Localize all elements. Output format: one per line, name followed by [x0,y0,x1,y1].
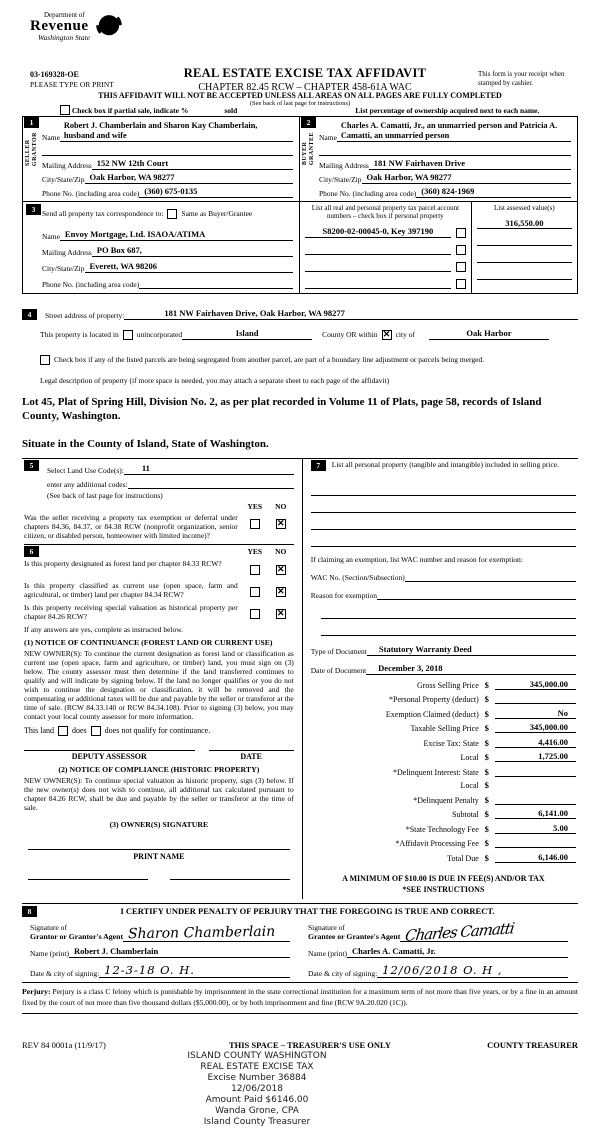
correspondence-phone-label: Phone No. (including area code) [42,279,140,289]
buyer-name-field[interactable]: Charles A. Camatti, Jr., an unmarried person and Patricia A. Camatti, an unmarried person [337,121,571,142]
total-due-field[interactable]: 6,146.00 [495,852,576,863]
street-address-field[interactable]: 181 NW Fairhaven Drive, Oak Harbor, WA 98277 [124,309,439,320]
section-7-badge: 7 [311,460,326,471]
buyer-phone-label: Phone No. (including area code) [319,188,417,198]
correspondence-mailing-field[interactable]: PO Box 687, [92,246,293,257]
reason-line-2[interactable] [321,606,576,619]
dollar-sign: $ [484,766,489,777]
grantor-name-print-field[interactable]: Robert J. Chamberlain [69,947,290,958]
form-number: 03-169328-OE [30,70,79,79]
stamp-line: ISLAND COUNTY WASHINGTON [187,1050,327,1061]
personal-property-line-4[interactable] [311,534,576,547]
form-title: REAL ESTATE EXCISE TAX AFFIDAVIT [183,66,427,80]
see-instructions-note: *SEE INSTRUCTIONS [402,884,485,894]
dor-swirl-icon [92,10,126,47]
logo-dept-text: Department of [44,11,85,19]
forest-land-question: Is this property designated as forest land per chapter 84.33 RCW? [24,558,222,568]
grantor-signature-block [22,920,300,978]
taxable-selling-price-field[interactable]: 345,000.00 [495,722,576,733]
parties-box [22,116,578,294]
notice-compliance-body: NEW OWNER(S): To continue special valuation as historic property, sign (3) below. If the new owner(s) does not wish to continue, all additional tax calculated pursuant to chapter 84.26 RCW, shall be due and payable by the seller or transferor at the time of sale. [24,775,294,812]
form-chapter: CHAPTER 82.45 RCW – CHAPTER 458-61A WAC [198,82,412,93]
deferral-no-checkbox[interactable] [276,519,286,529]
assessed-values-header: List assessed value(s) [494,203,555,212]
grantor-signature[interactable]: Sharon Chamberlain [127,923,276,943]
assessed-value-field[interactable] [477,269,572,280]
correspondence-city-label: City/State/Zip [42,263,85,273]
unincorporated-checkbox[interactable] [123,330,133,340]
receipt-note: This form is your receipt when stamped by cashier. [478,70,565,88]
personal-property-checkbox-1[interactable] [456,228,466,238]
dollar-sign: $ [484,679,489,690]
buyer-city-label: City/State/Zip [319,174,362,184]
grantee-signature[interactable]: Charles Camatti [404,918,516,945]
seller-section [23,117,300,201]
owner-signature-line[interactable] [28,837,290,850]
dollar-sign: $ [484,694,489,704]
tax-correspondence-section [23,201,577,293]
partial-sale-label: Check box if partial sale, indicate % [71,105,189,115]
section-2-badge: 2 [301,117,316,128]
personal-property-checkbox-2[interactable] [456,245,466,255]
no-header-2: NO [275,546,287,556]
forest-yes-checkbox[interactable] [250,565,260,575]
treasurer-space-label: THIS SPACE – TREASURER'S USE ONLY [228,1039,392,1050]
current-use-question: Is this property classified as current use (open space, farm and agricultural, or timber) land per chapter 84.34 RCW? [24,580,238,599]
footer-row [22,1040,578,1050]
dollar-sign: $ [484,723,489,733]
date-of-document-field[interactable]: December 3, 2018 [366,664,576,675]
section-3-badge: 3 [26,204,41,215]
see-back-instructions: (See back of last page for instructions) [47,490,163,500]
excise-tax-state-field[interactable]: 4,416.00 [495,737,576,748]
dollar-sign: $ [484,708,489,719]
grantee-name-print-label: Name (print) [308,948,347,958]
dollar-sign: $ [484,823,489,834]
section-4-badge: 4 [22,309,37,320]
warning-line: THIS AFFIDAVIT WILL NOT BE ACCEPTED UNLESS ALL AREAS ON ALL PAGES ARE FULLY COMPLETED [98,91,502,100]
fee-label: *Personal Property (deduct) [389,695,479,704]
grantee-signature-block [300,920,578,978]
seller-phone-label: Phone No. (including area code) [42,188,140,198]
property-address-section [22,294,578,385]
grantor-date-label: Date & city of signing: [30,968,100,978]
see-back-note: (See back of last page for instructions) [249,100,351,107]
fee-label: Excise Tax: State [423,738,479,748]
send-correspondence-label: Send all property tax correspondence to: [42,209,164,219]
buyer-name-label: Name [319,132,337,142]
located-in-label: This property is located in [40,330,119,340]
selling-price-column [303,459,578,899]
dollar-sign: $ [484,780,489,790]
fee-label: *State Technology Fee [405,824,479,834]
fee-label: *Delinquent Interest: State [393,767,479,777]
perjury-label: Perjury: [22,987,51,997]
owner-signature-title: (3) OWNER(S) SIGNATURE [109,819,209,829]
reason-exemption-label: Reason for exemption [310,590,377,600]
historical-no-checkbox[interactable] [276,609,286,619]
section-8-badge: 8 [22,906,37,917]
additional-codes-label: enter any additional codes: [47,479,128,489]
partial-sale-checkbox[interactable] [60,105,70,115]
grantee-name-print-field[interactable]: Charles A. Camatti, Jr. [347,947,568,958]
seller-phone-field[interactable]: (360) 675-0135 [139,187,293,198]
section-1-badge: 1 [24,117,39,128]
yes-header-2: YES [247,546,263,556]
street-address-extra-line[interactable] [439,309,578,320]
same-as-buyer-checkbox[interactable] [167,209,177,219]
does-not-label: does not qualify for continuance. [104,726,211,735]
lower-columns [22,458,578,899]
logo-state-text: Washington State [38,33,91,42]
perjury-body: Perjury is a class C felony which is punishable by imprisonment in the state correctional institution for a maximum term of not more than five years, or by a fine in an amount fixed by the court of not more than five thousand dollars ($5,000.00), or by both imprisonment and fine (RCW 9A.20.020 (1C)). [22,987,578,1007]
deputy-assessor-line: DEPUTY ASSESSOR [24,750,195,761]
stamp-line: Island County Treasurer [203,1116,311,1127]
city-field[interactable]: Oak Harbor [429,329,549,340]
grantee-side-label: GRANTEE [308,132,315,166]
county-or-label: County OR within [322,330,378,340]
dollar-sign: $ [484,737,489,748]
correspondence-mailing-label: Mailing Address [42,247,92,257]
state-technology-fee-field[interactable]: 5.00 [495,823,576,834]
seller-city-label: City/State/Zip [42,174,85,184]
personal-property-checkbox-3[interactable] [456,262,466,272]
section-6-badge: 6 [24,546,39,557]
fee-label: *Delinquent Penalty [413,795,479,805]
fee-label: Subtotal [452,810,479,819]
assessed-value-field[interactable] [477,252,572,263]
buyer-side-label: BUYER [301,141,308,166]
correspondence-name-label: Name [42,231,60,241]
stamp-line: Wanda Grone, CPA [215,1105,299,1116]
wac-number-field[interactable] [405,571,576,582]
deferral-yes-checkbox[interactable] [250,519,260,529]
fee-label: Total Due [447,853,479,863]
notice-continuance-title: (1) NOTICE OF CONTINUANCE (FOREST LAND OR CURRENT USE) [24,637,273,647]
treasurer-stamp [92,1051,422,1128]
grantor-sig-label-1: Signature of [30,922,67,932]
city-of-label: city of [395,330,415,340]
this-land-label: This land [24,726,54,735]
land-use-code-label: Select Land Use Code(s): [47,465,124,475]
dor-logo [30,12,126,47]
print-name-label: PRINT NAME [133,851,185,861]
additional-codes-field[interactable] [128,478,294,489]
parcel-number-field[interactable] [305,261,451,272]
seller-mailing-field[interactable]: 152 NW 12th Court [92,159,293,170]
correspondence-phone-field[interactable] [139,278,293,289]
reason-line-3[interactable] [321,623,576,636]
historical-yes-checkbox[interactable] [250,609,260,619]
minimum-fee-note: A MINIMUM OF $10.00 IS DUE IN FEE(S) AND/OR TAX [342,873,545,883]
city-of-checkbox[interactable] [382,330,392,340]
grantor-side-label: GRANTOR [31,132,38,167]
dollar-sign: $ [484,838,489,848]
certification-section [22,903,578,983]
segregated-checkbox[interactable] [40,355,50,365]
does-not-qualify-checkbox[interactable] [91,726,101,736]
subtotal-field[interactable]: 6,141.00 [495,808,576,819]
parcel-number-field[interactable] [305,244,451,255]
situate-text: Situate in the County of Island, State of Washington. [22,437,269,450]
buyer-mailing-field[interactable]: 181 NW Fairhaven Drive [369,159,571,170]
type-of-document-label: Type of Document [310,646,367,656]
buyer-city-field[interactable]: Oak Harbor, WA 98277 [362,173,572,184]
dollar-sign: $ [484,809,489,819]
stamp-line: Amount Paid $6146.00 [205,1094,309,1105]
exemption-note: If claiming an exemption, list WAC number and reason for exemption: [310,554,523,564]
grantor-date-field[interactable]: 12-3-18 O. H. [104,962,195,977]
delinquent-interest-state-field[interactable] [495,766,576,777]
grantee-sig-label-1: Signature of [308,922,345,932]
notice-compliance-title: (2) NOTICE OF COMPLIANCE (HISTORIC PROPERTY) [58,764,260,774]
fee-label: Exemption Claimed (deduct) [385,709,479,719]
print-name-line-1[interactable] [28,871,148,880]
partial-sale-sold-label: sold [224,105,238,115]
stamp-line: Excise Number 36884 [207,1072,307,1083]
form-header [22,8,578,107]
personal-property-line-1[interactable] [311,483,576,496]
legal-description-text: Lot 45, Plat of Spring Hill, Division No. 2, as per plat recorded in Volume 11 of Plats, page 58, records of Island County, Washington. [22,395,542,423]
land-use-code-field[interactable]: 11 [124,464,294,475]
assessor-date-line: DATE [209,750,294,761]
parcel-number-field[interactable] [305,278,451,289]
personal-property-deduct-field[interactable] [495,693,576,704]
correspondence-city-field[interactable]: Everett, WA 98206 [85,262,294,273]
type-of-document-field[interactable]: Statutory Warranty Deed [367,645,576,656]
segregated-label: Check box if any of the listed parcels are being segregated from another parcel, are part of a boundary line adjustment or parcels being merged. [54,355,485,365]
date-of-document-label: Date of Document [310,665,367,675]
excise-tax-local-field[interactable]: 1,725.00 [495,751,576,762]
buyer-section [300,117,577,201]
rev-number: REV 84 0001a (11/9/17) [22,1039,106,1050]
fee-label: Taxable Selling Price [410,724,479,733]
current-use-no-checkbox[interactable] [276,587,286,597]
county-field[interactable]: Island [182,329,312,340]
buyer-mailing-label: Mailing Address [319,160,369,170]
buyer-extra-line[interactable] [319,145,571,156]
print-name-line-2[interactable] [170,871,290,880]
personal-property-line-3[interactable] [311,517,576,530]
reason-exemption-field[interactable] [377,589,576,600]
assessed-value-field[interactable] [477,235,572,246]
certify-statement: I CERTIFY UNDER PENALTY OF PERJURY THAT THE FOREGOING IS TRUE AND CORRECT. [120,906,495,917]
seller-city-field[interactable]: Oak Harbor, WA 98277 [85,173,294,184]
grantor-name-print-label: Name (print) [30,948,69,958]
dollar-sign: $ [484,752,489,762]
correspondence-name-field[interactable]: Envoy Mortgage, Ltd. ISAOA/ATIMA [60,230,293,241]
yes-header: YES [247,501,263,511]
seller-extra-line[interactable] [42,145,293,156]
fee-label: Local [460,781,479,790]
ownership-percentage-note: List percentage of ownership acquired next to each name. [355,105,540,115]
current-use-yes-checkbox[interactable] [250,587,260,597]
county-treasurer-label: COUNTY TREASURER [487,1039,578,1050]
parcel-numbers-header: List all real and personal property tax parcel account numbers – check box if personal property [311,203,460,221]
stamp-line: 12/06/2018 [231,1083,283,1094]
gross-selling-price-field[interactable]: 345,000.00 [495,679,576,690]
personal-property-label: List all personal property (tangible and intangible) included in selling price. [331,459,559,469]
delinquent-penalty-field[interactable] [495,794,576,805]
wac-number-label: WAC No. (Section/Subsection) [310,572,405,582]
grantee-date-field[interactable]: 12/06/2018 O. H , [382,962,503,977]
deferral-question: Was the seller receiving a property tax exemption or deferral under chapters 84.36, 84.37, or 84.38 RCW (nonprofit organization, senior citizen, or disabled person, homeowner with limited income)? [24,512,238,540]
no-header: NO [275,501,287,511]
exemption-claimed-field[interactable]: No [495,708,576,719]
please-type-note: PLEASE TYPE OR PRINT [30,80,114,89]
section-5-badge: 5 [24,460,39,471]
seller-mailing-label: Mailing Address [42,160,92,170]
stamp-line: REAL ESTATE EXCISE TAX [200,1061,314,1072]
perjury-paragraph [22,987,578,1014]
legal-description-label: Legal description of property (if more space is needed, you may attach a separate sheet to each page of the affidavit) [40,375,390,385]
fee-label: Gross Selling Price [416,680,479,690]
same-as-buyer-label: Same as Buyer/Grantee [181,209,253,219]
dollar-sign: $ [484,852,489,863]
street-address-label: Street address of property: [45,310,125,320]
seller-name-field[interactable]: Robert J. Chamberlain and Sharon Kay Chamberlain, husband and wife [60,121,293,142]
does-qualify-checkbox[interactable] [58,726,68,736]
historical-question: Is this property receiving special valuation as historical property per chapter 84.26 RCW? [24,602,238,621]
delinquent-interest-local-field[interactable] [495,780,576,790]
buyer-phone-field[interactable]: (360) 824-1969 [416,187,571,198]
fee-label: Local [460,753,479,762]
land-use-column [22,459,303,899]
logo-revenue-text: Revenue [30,18,89,34]
personal-property-line-2[interactable] [311,500,576,513]
personal-property-checkbox-4[interactable] [456,279,466,289]
affidavit-processing-fee-field[interactable] [495,837,576,848]
grantor-sig-label-2: Grantor or Grantor's Agent [30,932,124,942]
seller-name-label: Name [42,132,60,142]
unincorporated-label: unincorporated [136,330,183,340]
forest-no-checkbox[interactable] [276,565,286,575]
fee-label: *Affidavit Processing Fee [395,839,479,848]
parcel-number-field[interactable]: S8200-02-00045-0, Key 397190 [305,227,451,238]
grantee-date-label: Date & city of signing: [308,968,378,978]
if-yes-note: If any answers are yes, complete as instructed below. [24,624,184,634]
seller-side-label: SELLER [24,139,31,167]
dollar-sign: $ [484,794,489,805]
does-label: does [72,726,87,735]
grantee-sig-label-2: Grantee or Grantee's Agent [308,932,401,942]
notice-continuance-body: NEW OWNER(S): To continue the current designation as forest land or classification as current use (open space, farm and agriculture, or timber) land, you must sign on (3) below. The county assessor must then determine if the land transferred continues to qualify and will indicate by signing below. If the land no longer qualifies or you do not wish to continue the designation or classification, it will be removed and the compensating or additional taxes will be due and payable by the seller or transferor at the time of sale. (RCW 84.33.140 or RCW 84.34.108). Prior to signing (3) below, you may contact your local county assessor for more information. [24,648,294,721]
assessed-value-field[interactable]: 316,550.00 [477,218,572,229]
